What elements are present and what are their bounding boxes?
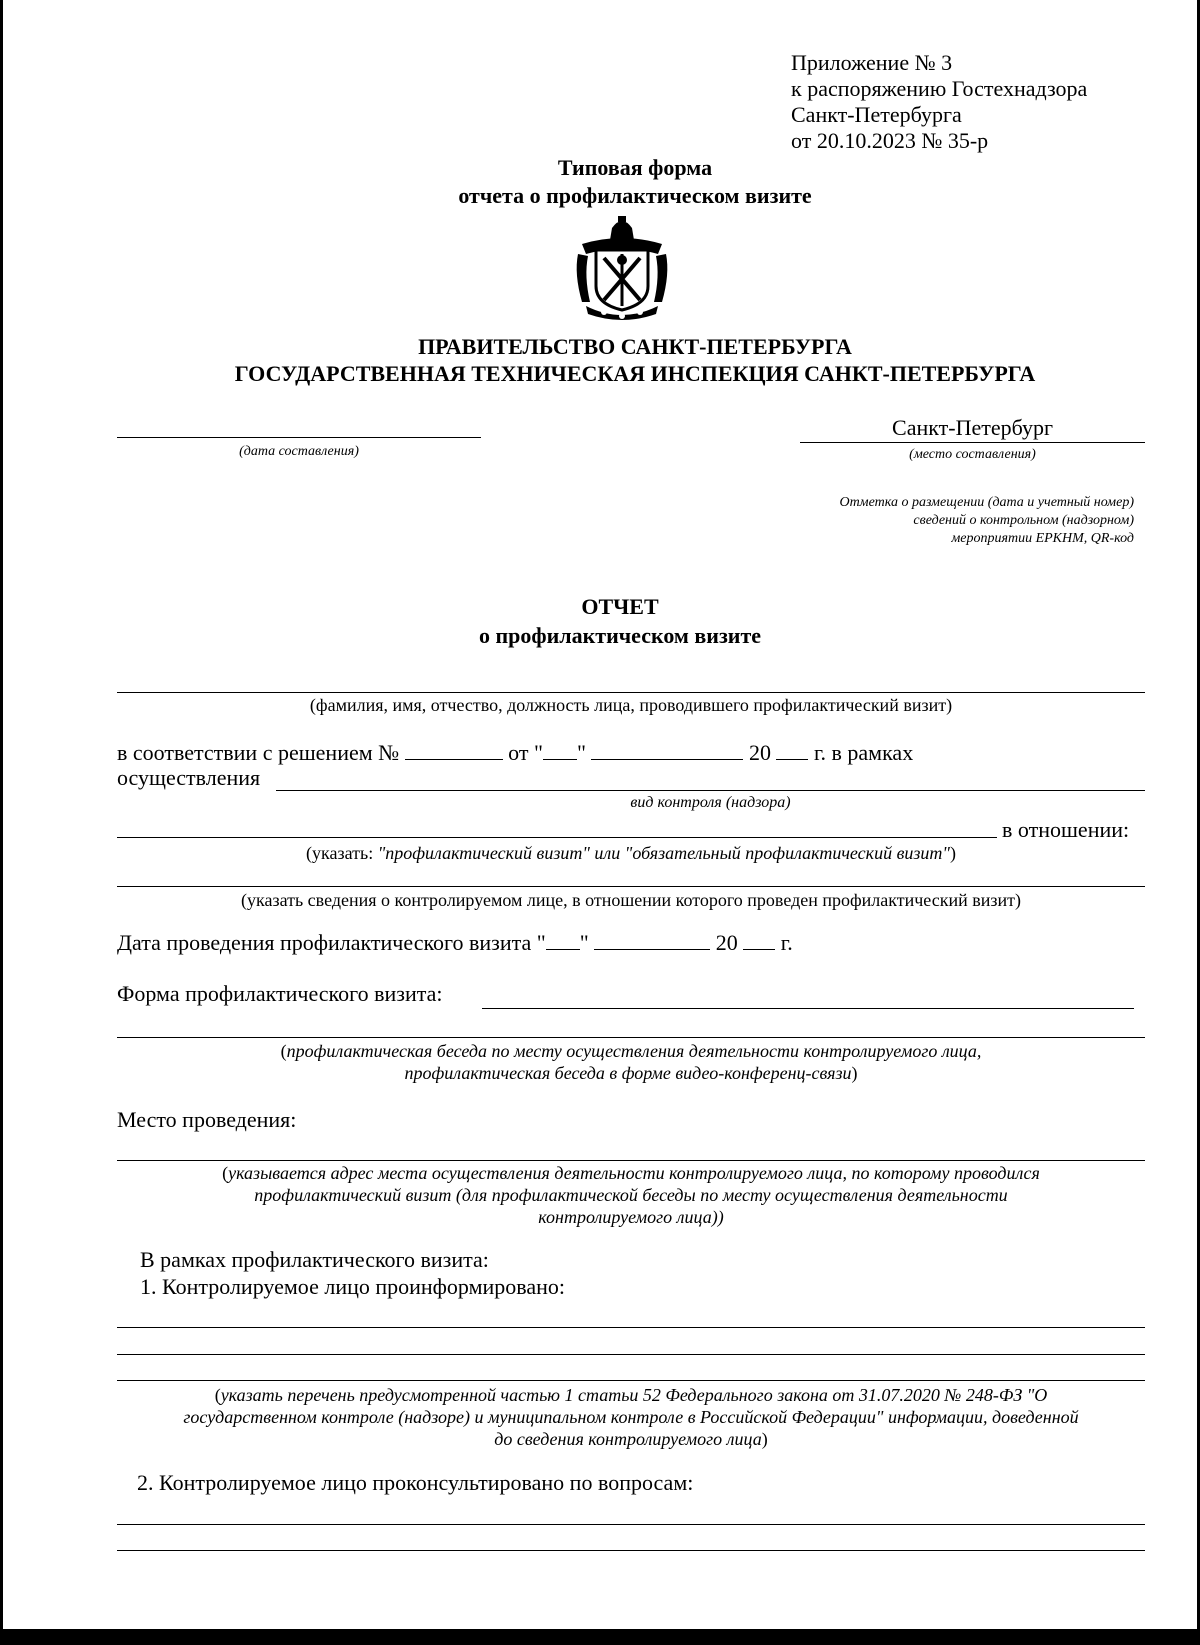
erknm-note [700,494,1134,548]
item-1-caption-close: ) [761,1429,768,1449]
item-1-line-2[interactable] [117,1354,1145,1355]
erknm-note-line-2: сведений о контрольном (надзорном) [913,513,1134,528]
appendix-line-2: к распоряжению Гостехнадзора [791,76,1088,101]
inspector-caption: (фамилия, имя, отчество, должность лица, проводившего профилактический визит) [309,695,953,715]
visit-form-caption-close: ) [851,1063,858,1083]
visit-form-caption-open: ( [280,1041,287,1061]
visit-form-caption-line-2 [117,1062,1145,1084]
item-2-line-2[interactable] [117,1550,1145,1551]
place-line[interactable] [117,1160,1145,1161]
decision-from: от " [508,740,543,765]
item-1-line-3[interactable] [117,1380,1145,1381]
decision-number-field[interactable] [405,739,503,760]
item-1-label: 1. Контролируемое лицо проинформировано: [140,1274,566,1299]
form-title-line-2: отчета о профилактическом визите [458,183,812,208]
report-title: ОТЧЕТ [581,594,659,619]
visit-type-caption-open: (указать: [306,843,378,863]
item-1-caption-line-3 [117,1428,1145,1450]
item-2-label: 2. Контролируемое лицо проконсультировано по вопросам: [137,1470,694,1495]
appendix-line-1: Приложение № 3 [791,50,953,75]
item-1-caption-body-3: до сведения контролируемого лица [494,1429,762,1449]
visit-date-quote-close: " [579,930,589,955]
implementation-label: осуществления [117,765,261,790]
item-1-caption-open: ( [214,1385,221,1405]
erknm-note-line-3: мероприятии ЕРКНМ, QR-код [951,531,1134,546]
visit-form-field[interactable] [482,1008,1134,1009]
decision-line [117,739,1157,766]
decision-quote-close: " [576,740,586,765]
place-value: Санкт-Петербург [892,415,1053,440]
visit-form-caption-line-1 [117,1040,1145,1062]
control-type-caption: вид контроля (надзора) [630,794,791,811]
visit-date-year-field[interactable] [743,929,775,950]
decision-year-prefix: 20 [748,740,771,765]
visit-date-suffix: г. [780,930,793,955]
visit-form-label: Форма профилактического визита: [117,981,443,1006]
visit-date-line [117,929,793,956]
item-1-caption-body-1: указать перечень предусмотренной частью 1 статьи 52 Федерального закона от 31.07.2020 № 248-ФЗ "О [220,1385,1048,1405]
decision-suffix: г. в рамках [813,740,914,765]
visit-form-caption-body-2: профилактическая беседа в форме видео-конференц-связи [404,1063,852,1083]
appendix-block [791,50,1171,154]
visit-date-label: Дата проведения профилактического визита " [117,930,546,955]
controlled-person-caption: (указать сведения о контролируемом лице, в отношении которого проведен профилактический визит) [241,890,1021,910]
visit-date-year-prefix: 20 [715,930,738,955]
visit-form-line-2[interactable] [117,1037,1145,1038]
in-relation-label: в отношении: [1002,817,1130,842]
form-title-line-1: Типовая форма [557,155,713,180]
controlled-person-line[interactable] [117,886,1145,887]
org-line-2: ГОСУДАРСТВЕННАЯ ТЕХНИЧЕСКАЯ ИНСПЕКЦИЯ САНКТ-ПЕТЕРБУРГА [234,361,1036,386]
date-caption: (дата составления) [239,444,359,459]
org-line-1: ПРАВИТЕЛЬСТВО САНКТ-ПЕТЕРБУРГА [418,334,852,359]
visit-form-caption-body-1: профилактическая беседа по месту осуществления деятельности контролируемого лица, [286,1041,982,1061]
visit-date-day-field[interactable] [546,929,580,950]
st-petersburg-coat-of-arms-icon [572,214,672,320]
decision-month-field[interactable] [591,739,743,760]
decision-prefix: в соответствии с решением № [117,740,400,765]
place-caption: (место составления) [909,447,1036,462]
place-caption-body-1: указывается адрес места осуществления деятельности контролируемого лица, по которому проводился [228,1163,1040,1183]
item-1-caption-line-2: государственном контроле (надзоре) и муниципальном контроле в Российской Федерации" информации, доведенной [183,1407,1079,1427]
visit-type-caption [117,842,1145,864]
date-line [117,437,481,438]
visit-date-month-field[interactable] [594,929,710,950]
erknm-note-line-1: Отметка о размещении (дата и учетный номер) [839,495,1134,510]
place-label: Место проведения: [117,1107,297,1132]
place-caption-line-2: профилактический визит (для профилактической беседы по месту осуществления деятельности [254,1185,1008,1205]
item-1-caption-line-1 [117,1384,1145,1406]
inspector-line [117,692,1145,693]
decision-year-field[interactable] [776,739,808,760]
appendix-line-4: от 20.10.2023 № 35-р [791,128,989,153]
place-caption-line-1 [117,1162,1145,1184]
report-subtitle: о профилактическом визите [478,623,762,648]
visit-type-caption-body: "профилактический визит" или "обязательный профилактический визит" [377,843,950,863]
within-visit-label: В рамках профилактического визита: [140,1247,489,1272]
item-1-line-1[interactable] [117,1327,1145,1328]
visit-type-caption-close: ) [949,843,956,863]
place-line [800,442,1145,443]
appendix-line-3: Санкт-Петербурга [791,102,962,127]
place-caption-open: ( [222,1163,229,1183]
decision-day-field[interactable] [543,739,577,760]
item-2-line-1[interactable] [117,1524,1145,1525]
place-caption-line-3: контролируемого лица)) [538,1207,724,1227]
control-type-line[interactable] [276,790,1145,791]
visit-type-line[interactable] [117,837,997,838]
